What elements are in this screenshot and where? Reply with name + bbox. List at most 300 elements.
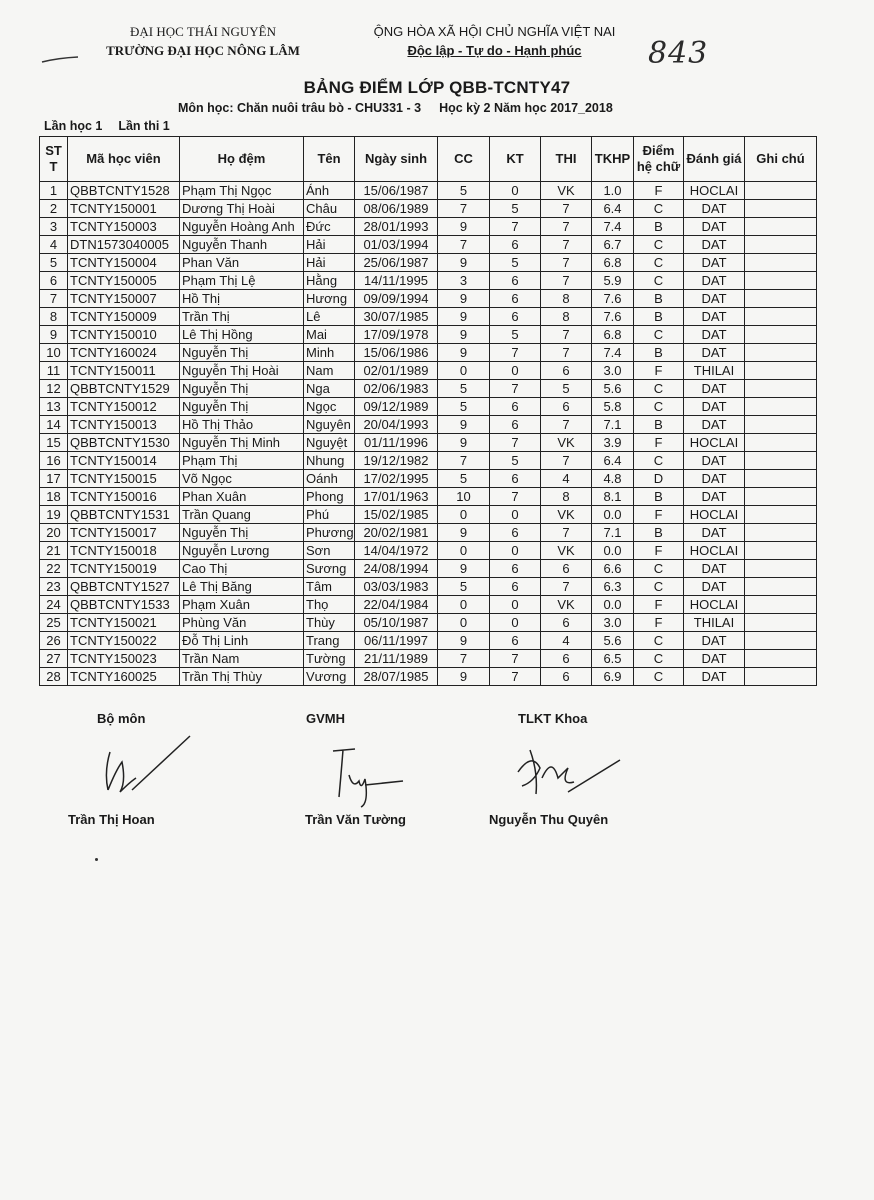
- cell-middle-name: Nguyễn Thanh: [180, 236, 304, 254]
- table-row: [40, 398, 817, 416]
- cell-evaluation: DAT: [684, 326, 745, 344]
- cell-kt: 6: [490, 560, 541, 578]
- course-subtitle: [178, 101, 698, 115]
- cell-birthdate: 17/09/1978: [355, 326, 438, 344]
- cell-letter-grade: F: [634, 506, 684, 524]
- cell-letter-grade: B: [634, 290, 684, 308]
- cell-kt: 6: [490, 416, 541, 434]
- cell-stt: 6: [40, 272, 68, 290]
- cell-stt: 1: [40, 182, 68, 200]
- cell-letter-grade: B: [634, 308, 684, 326]
- cell-stt: 10: [40, 344, 68, 362]
- cell-stt: 18: [40, 488, 68, 506]
- cell-middle-name: Phan Văn: [180, 254, 304, 272]
- cell-letter-grade: C: [634, 650, 684, 668]
- cell-cc: 0: [438, 362, 490, 380]
- course-name: Môn học: Chăn nuôi trâu bò - CHU331 - 3: [178, 101, 422, 115]
- cell-kt: 0: [490, 182, 541, 200]
- cell-first-name: Oánh: [304, 470, 355, 488]
- col-header-letter-grade: Điểm hệ chữ: [634, 137, 684, 182]
- cell-student-id: TCNTY150004: [68, 254, 180, 272]
- cell-kt: 7: [490, 218, 541, 236]
- cell-cc: 7: [438, 236, 490, 254]
- cell-middle-name: Nguyễn Thị: [180, 524, 304, 542]
- cell-letter-grade: C: [634, 632, 684, 650]
- cell-stt: 4: [40, 236, 68, 254]
- cell-evaluation: DAT: [684, 560, 745, 578]
- cell-first-name: Ngọc: [304, 398, 355, 416]
- cell-letter-grade: C: [634, 380, 684, 398]
- cell-student-id: QBBTCNTY1530: [68, 434, 180, 452]
- cell-notes: [745, 326, 817, 344]
- cell-thi: 5: [541, 380, 592, 398]
- cell-thi: 6: [541, 560, 592, 578]
- cell-student-id: TCNTY150015: [68, 470, 180, 488]
- table-row: [40, 236, 817, 254]
- table-row: [40, 596, 817, 614]
- cell-thi: 6: [541, 668, 592, 686]
- cell-student-id: TCNTY160024: [68, 344, 180, 362]
- cell-letter-grade: F: [634, 614, 684, 632]
- cell-student-id: QBBTCNTY1531: [68, 506, 180, 524]
- cell-kt: 0: [490, 542, 541, 560]
- cell-evaluation: DAT: [684, 254, 745, 272]
- col-header-birthdate: Ngày sinh: [355, 137, 438, 182]
- cell-tkhp: 0.0: [592, 506, 634, 524]
- cell-student-id: QBBTCNTY1529: [68, 380, 180, 398]
- cell-notes: [745, 560, 817, 578]
- cell-birthdate: 02/01/1989: [355, 362, 438, 380]
- cell-birthdate: 08/06/1989: [355, 200, 438, 218]
- cell-student-id: TCNTY150022: [68, 632, 180, 650]
- cell-thi: 7: [541, 578, 592, 596]
- table-row: [40, 416, 817, 434]
- cell-thi: 8: [541, 308, 592, 326]
- table-row: [40, 200, 817, 218]
- cell-evaluation: THILAI: [684, 614, 745, 632]
- cell-evaluation: THILAI: [684, 362, 745, 380]
- cell-tkhp: 6.3: [592, 578, 634, 596]
- cell-birthdate: 17/02/1995: [355, 470, 438, 488]
- cell-first-name: Sơn: [304, 542, 355, 560]
- cell-student-id: TCNTY150017: [68, 524, 180, 542]
- cell-kt: 5: [490, 452, 541, 470]
- cell-notes: [745, 290, 817, 308]
- document-title: BẢNG ĐIỂM LỚP QBB-TCNTY47: [303, 78, 571, 97]
- cell-thi: 8: [541, 488, 592, 506]
- cell-middle-name: Dương Thị Hoài: [180, 200, 304, 218]
- col-header-student-id: Mã học viên: [68, 137, 180, 182]
- cell-cc: 7: [438, 200, 490, 218]
- cell-student-id: TCNTY150001: [68, 200, 180, 218]
- cell-notes: [745, 254, 817, 272]
- cell-birthdate: 01/03/1994: [355, 236, 438, 254]
- table-row: [40, 272, 817, 290]
- cell-birthdate: 20/02/1981: [355, 524, 438, 542]
- table-row: [40, 506, 817, 524]
- cell-thi: 7: [541, 254, 592, 272]
- cell-letter-grade: C: [634, 272, 684, 290]
- cell-thi: 7: [541, 236, 592, 254]
- signature-name-faculty: Nguyễn Thu Quyên: [489, 812, 609, 827]
- cell-kt: 7: [490, 650, 541, 668]
- cell-birthdate: 28/01/1993: [355, 218, 438, 236]
- cell-cc: 9: [438, 560, 490, 578]
- cell-student-id: TCNTY150010: [68, 326, 180, 344]
- cell-notes: [745, 380, 817, 398]
- cell-letter-grade: C: [634, 236, 684, 254]
- signature-role-lecturer: GVMH: [306, 711, 345, 726]
- cell-kt: 7: [490, 434, 541, 452]
- cell-kt: 6: [490, 524, 541, 542]
- cell-birthdate: 25/06/1987: [355, 254, 438, 272]
- cell-thi: VK: [541, 182, 592, 200]
- cell-middle-name: Nguyễn Thị Hoài: [180, 362, 304, 380]
- cell-first-name: Ánh: [304, 182, 355, 200]
- cell-student-id: TCNTY150018: [68, 542, 180, 560]
- cell-thi: VK: [541, 542, 592, 560]
- cell-thi: 7: [541, 524, 592, 542]
- cell-tkhp: 7.1: [592, 416, 634, 434]
- cell-thi: 6: [541, 650, 592, 668]
- cell-birthdate: 05/10/1987: [355, 614, 438, 632]
- cell-first-name: Phương: [304, 524, 355, 542]
- cell-letter-grade: F: [634, 434, 684, 452]
- cell-birthdate: 14/11/1995: [355, 272, 438, 290]
- cell-evaluation: DAT: [684, 218, 745, 236]
- table-row: [40, 344, 817, 362]
- cell-cc: 0: [438, 596, 490, 614]
- study-attempt: Lần học 1: [44, 119, 103, 133]
- cell-cc: 3: [438, 272, 490, 290]
- cell-stt: 15: [40, 434, 68, 452]
- cell-middle-name: Võ Ngọc: [180, 470, 304, 488]
- cell-evaluation: HOCLAI: [684, 596, 745, 614]
- cell-cc: 7: [438, 650, 490, 668]
- cell-first-name: Nam: [304, 362, 355, 380]
- cell-first-name: Tường: [304, 650, 355, 668]
- cell-notes: [745, 506, 817, 524]
- cell-thi: 7: [541, 344, 592, 362]
- cell-birthdate: 15/06/1987: [355, 182, 438, 200]
- cell-notes: [745, 542, 817, 560]
- cell-letter-grade: C: [634, 560, 684, 578]
- cell-stt: 20: [40, 524, 68, 542]
- institution-header: [88, 22, 318, 60]
- cell-letter-grade: F: [634, 362, 684, 380]
- cell-notes: [745, 524, 817, 542]
- cell-tkhp: 0.0: [592, 542, 634, 560]
- cell-kt: 6: [490, 272, 541, 290]
- cell-letter-grade: B: [634, 344, 684, 362]
- cell-first-name: Hằng: [304, 272, 355, 290]
- cell-evaluation: DAT: [684, 272, 745, 290]
- cell-tkhp: 6.5: [592, 650, 634, 668]
- cell-evaluation: DAT: [684, 308, 745, 326]
- cell-letter-grade: F: [634, 596, 684, 614]
- cell-thi: VK: [541, 434, 592, 452]
- cell-notes: [745, 578, 817, 596]
- cell-birthdate: 01/11/1996: [355, 434, 438, 452]
- cell-evaluation: DAT: [684, 416, 745, 434]
- cell-evaluation: DAT: [684, 290, 745, 308]
- cell-thi: 6: [541, 362, 592, 380]
- cell-middle-name: Phùng Văn: [180, 614, 304, 632]
- cell-cc: 0: [438, 506, 490, 524]
- school-name: TRƯỜNG ĐẠI HỌC NÔNG LÂM: [106, 43, 300, 58]
- cell-kt: 7: [490, 668, 541, 686]
- cell-thi: 7: [541, 326, 592, 344]
- cell-tkhp: 7.6: [592, 308, 634, 326]
- cell-first-name: Nhung: [304, 452, 355, 470]
- cell-kt: 6: [490, 290, 541, 308]
- table-row: [40, 524, 817, 542]
- col-header-tkhp: TKHP: [592, 137, 634, 182]
- cell-middle-name: Cao Thị: [180, 560, 304, 578]
- cell-cc: 5: [438, 398, 490, 416]
- cell-letter-grade: C: [634, 452, 684, 470]
- cell-student-id: TCNTY150005: [68, 272, 180, 290]
- cell-kt: 5: [490, 326, 541, 344]
- cell-first-name: Hải: [304, 254, 355, 272]
- cell-student-id: TCNTY150021: [68, 614, 180, 632]
- signature-role-faculty: TLKT Khoa: [518, 711, 588, 726]
- cell-tkhp: 7.6: [592, 290, 634, 308]
- attempt-line: [44, 119, 170, 133]
- cell-middle-name: Trần Thị: [180, 308, 304, 326]
- cell-student-id: TCNTY150023: [68, 650, 180, 668]
- cell-birthdate: 06/11/1997: [355, 632, 438, 650]
- cell-tkhp: 6.6: [592, 560, 634, 578]
- cell-notes: [745, 236, 817, 254]
- cell-cc: 9: [438, 290, 490, 308]
- cell-thi: 7: [541, 218, 592, 236]
- cell-middle-name: Nguyễn Lương: [180, 542, 304, 560]
- cell-tkhp: 3.0: [592, 614, 634, 632]
- cell-stt: 19: [40, 506, 68, 524]
- cell-first-name: Đức: [304, 218, 355, 236]
- cell-notes: [745, 452, 817, 470]
- cell-stt: 22: [40, 560, 68, 578]
- cell-first-name: Châu: [304, 200, 355, 218]
- table-row: [40, 290, 817, 308]
- cell-kt: 7: [490, 488, 541, 506]
- cell-thi: 7: [541, 416, 592, 434]
- cell-middle-name: Nguyễn Thị Minh: [180, 434, 304, 452]
- table-row: [40, 218, 817, 236]
- cell-stt: 5: [40, 254, 68, 272]
- cell-notes: [745, 434, 817, 452]
- cell-middle-name: Trần Nam: [180, 650, 304, 668]
- cell-kt: 6: [490, 308, 541, 326]
- cell-cc: 5: [438, 470, 490, 488]
- cell-stt: 12: [40, 380, 68, 398]
- grades-table: [39, 136, 817, 686]
- cell-notes: [745, 596, 817, 614]
- cell-birthdate: 21/11/1989: [355, 650, 438, 668]
- cell-kt: 7: [490, 380, 541, 398]
- cell-student-id: QBBTCNTY1528: [68, 182, 180, 200]
- cell-tkhp: 8.1: [592, 488, 634, 506]
- cell-first-name: Phú: [304, 506, 355, 524]
- cell-evaluation: DAT: [684, 398, 745, 416]
- cell-kt: 0: [490, 596, 541, 614]
- cell-student-id: TCNTY150007: [68, 290, 180, 308]
- cell-first-name: Phong: [304, 488, 355, 506]
- cell-first-name: Thùy: [304, 614, 355, 632]
- cell-notes: [745, 362, 817, 380]
- cell-tkhp: 5.6: [592, 632, 634, 650]
- cell-student-id: TCNTY150012: [68, 398, 180, 416]
- cell-student-id: TCNTY150011: [68, 362, 180, 380]
- cell-letter-grade: C: [634, 668, 684, 686]
- cell-letter-grade: B: [634, 524, 684, 542]
- cell-stt: 21: [40, 542, 68, 560]
- cell-student-id: TCNTY150014: [68, 452, 180, 470]
- cell-tkhp: 6.7: [592, 236, 634, 254]
- national-motto: Độc lập - Tự do - Hạnh phúc: [407, 43, 582, 58]
- cell-letter-grade: C: [634, 398, 684, 416]
- cell-stt: 17: [40, 470, 68, 488]
- cell-tkhp: 6.4: [592, 452, 634, 470]
- cell-thi: 8: [541, 290, 592, 308]
- cell-thi: 7: [541, 452, 592, 470]
- cell-stt: 9: [40, 326, 68, 344]
- table-row: [40, 632, 817, 650]
- cell-stt: 8: [40, 308, 68, 326]
- cell-letter-grade: C: [634, 254, 684, 272]
- cell-letter-grade: F: [634, 542, 684, 560]
- cell-middle-name: Nguyễn Hoàng Anh: [180, 218, 304, 236]
- cell-evaluation: HOCLAI: [684, 542, 745, 560]
- cell-middle-name: Lê Thị Hồng: [180, 326, 304, 344]
- cell-cc: 7: [438, 452, 490, 470]
- cell-cc: 10: [438, 488, 490, 506]
- cell-stt: 16: [40, 452, 68, 470]
- table-body: [40, 182, 817, 686]
- cell-first-name: Trang: [304, 632, 355, 650]
- country-name: ỘNG HÒA XÃ HỘI CHỦ NGHĨA VIỆT NAI: [373, 24, 616, 39]
- cell-tkhp: 0.0: [592, 596, 634, 614]
- table-row: [40, 182, 817, 200]
- cell-thi: 7: [541, 200, 592, 218]
- pen-mark-decoration: [40, 55, 80, 65]
- cell-tkhp: 6.9: [592, 668, 634, 686]
- cell-stt: 27: [40, 650, 68, 668]
- cell-notes: [745, 632, 817, 650]
- cell-stt: 24: [40, 596, 68, 614]
- cell-cc: 0: [438, 542, 490, 560]
- table-row: [40, 452, 817, 470]
- cell-middle-name: Phạm Thị Lệ: [180, 272, 304, 290]
- cell-stt: 2: [40, 200, 68, 218]
- university-name: ĐẠI HỌC THÁI NGUYÊN: [130, 24, 276, 39]
- cell-birthdate: 28/07/1985: [355, 668, 438, 686]
- cell-cc: 9: [438, 632, 490, 650]
- cell-first-name: Nga: [304, 380, 355, 398]
- national-header: [352, 22, 637, 60]
- cell-tkhp: 7.4: [592, 218, 634, 236]
- cell-birthdate: 22/04/1984: [355, 596, 438, 614]
- cell-evaluation: DAT: [684, 236, 745, 254]
- cell-cc: 9: [438, 218, 490, 236]
- cell-tkhp: 6.4: [592, 200, 634, 218]
- cell-birthdate: 02/06/1983: [355, 380, 438, 398]
- cell-cc: 9: [438, 668, 490, 686]
- cell-tkhp: 6.8: [592, 254, 634, 272]
- signature-role-department: Bộ môn: [97, 711, 146, 726]
- cell-kt: 7: [490, 344, 541, 362]
- cell-notes: [745, 200, 817, 218]
- cell-thi: 4: [541, 632, 592, 650]
- cell-birthdate: 14/04/1972: [355, 542, 438, 560]
- cell-birthdate: 09/12/1989: [355, 398, 438, 416]
- cell-birthdate: 19/12/1982: [355, 452, 438, 470]
- cell-birthdate: 03/03/1983: [355, 578, 438, 596]
- cell-notes: [745, 398, 817, 416]
- cell-evaluation: DAT: [684, 668, 745, 686]
- cell-kt: 6: [490, 236, 541, 254]
- cell-student-id: TCNTY150016: [68, 488, 180, 506]
- cell-birthdate: 30/07/1985: [355, 308, 438, 326]
- cell-stt: 28: [40, 668, 68, 686]
- signature-mark-faculty: [508, 742, 628, 802]
- cell-middle-name: Hồ Thị: [180, 290, 304, 308]
- cell-student-id: QBBTCNTY1533: [68, 596, 180, 614]
- cell-student-id: DTN1573040005: [68, 236, 180, 254]
- cell-first-name: Mai: [304, 326, 355, 344]
- cell-notes: [745, 182, 817, 200]
- cell-stt: 3: [40, 218, 68, 236]
- cell-notes: [745, 470, 817, 488]
- table-row: [40, 542, 817, 560]
- col-header-evaluation: Đánh giá: [684, 137, 745, 182]
- cell-birthdate: 20/04/1993: [355, 416, 438, 434]
- cell-student-id: TCNTY150003: [68, 218, 180, 236]
- cell-evaluation: DAT: [684, 380, 745, 398]
- cell-first-name: Nguyệt: [304, 434, 355, 452]
- col-header-notes: Ghi chú: [745, 137, 817, 182]
- cell-stt: 13: [40, 398, 68, 416]
- cell-thi: 6: [541, 398, 592, 416]
- cell-student-id: QBBTCNTY1527: [68, 578, 180, 596]
- cell-evaluation: DAT: [684, 200, 745, 218]
- cell-notes: [745, 308, 817, 326]
- cell-kt: 0: [490, 506, 541, 524]
- table-row: [40, 614, 817, 632]
- cell-stt: 11: [40, 362, 68, 380]
- cell-evaluation: DAT: [684, 632, 745, 650]
- cell-kt: 5: [490, 200, 541, 218]
- cell-evaluation: HOCLAI: [684, 182, 745, 200]
- cell-first-name: Sương: [304, 560, 355, 578]
- cell-cc: 9: [438, 254, 490, 272]
- cell-notes: [745, 272, 817, 290]
- col-header-kt: KT: [490, 137, 541, 182]
- cell-thi: VK: [541, 506, 592, 524]
- cell-middle-name: Nguyễn Thị: [180, 398, 304, 416]
- cell-tkhp: 1.0: [592, 182, 634, 200]
- cell-stt: 23: [40, 578, 68, 596]
- table-row: [40, 326, 817, 344]
- cell-evaluation: DAT: [684, 452, 745, 470]
- cell-thi: VK: [541, 596, 592, 614]
- cell-middle-name: Trần Quang: [180, 506, 304, 524]
- cell-evaluation: DAT: [684, 578, 745, 596]
- cell-evaluation: HOCLAI: [684, 434, 745, 452]
- cell-thi: 6: [541, 614, 592, 632]
- cell-cc: 0: [438, 614, 490, 632]
